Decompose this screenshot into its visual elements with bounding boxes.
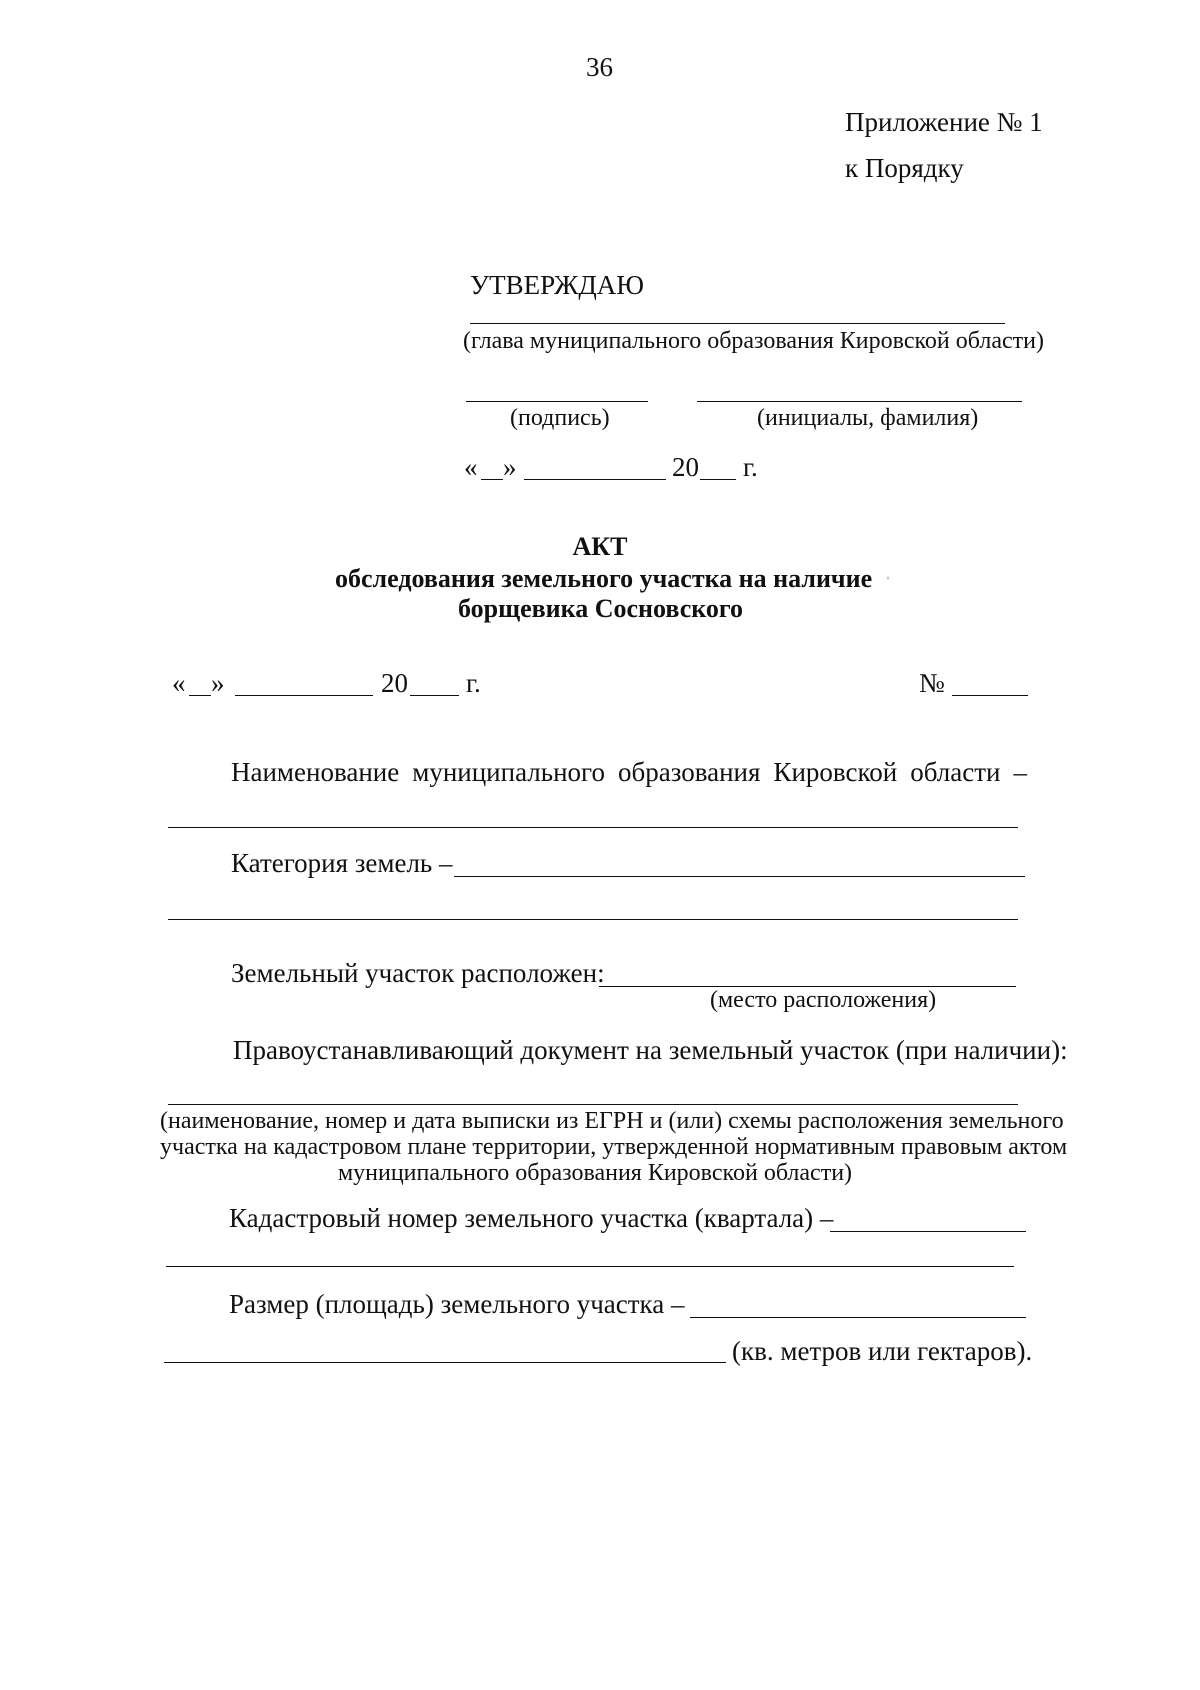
area-units: (кв. метров или гектаров). xyxy=(732,1336,1033,1366)
title-document-caption-3: муниципального образования Кировской области) xyxy=(337,1160,853,1186)
act-month-line xyxy=(235,695,373,696)
position-caption: (глава муниципального образования Кировской области) xyxy=(463,328,1044,354)
location-caption: (место расположения) xyxy=(710,987,937,1013)
page-number: 36 xyxy=(586,52,613,82)
act-year-prefix: 20 xyxy=(381,668,408,698)
act-year-suffix: г. xyxy=(466,668,481,698)
approval-date-open: « xyxy=(464,452,478,482)
area-line-2 xyxy=(164,1362,726,1363)
signature-caption: (подпись) xyxy=(510,405,610,431)
act-date-close: » xyxy=(211,668,225,698)
area-line xyxy=(690,1317,1026,1318)
location-label: Земельный участок расположен: xyxy=(231,958,605,988)
act-day-line xyxy=(189,695,211,696)
title-document-line xyxy=(168,1104,1018,1105)
act-number-label: № xyxy=(919,668,945,698)
cadastral-line xyxy=(830,1231,1026,1232)
name-line xyxy=(697,401,1022,402)
appendix-line-1: Приложение № 1 xyxy=(845,107,1043,137)
approval-year-line xyxy=(700,479,736,480)
land-category-label: Категория земель – xyxy=(231,848,453,878)
signature-line xyxy=(466,401,648,402)
approval-day-line xyxy=(481,479,503,480)
appendix-line-2: к Порядку xyxy=(845,153,964,183)
approval-date-close: » xyxy=(503,452,517,482)
approval-heading: УТВЕРЖДАЮ xyxy=(470,270,645,300)
title-document-label: Правоустанавливающий документ на земельный участок (при наличии): xyxy=(233,1035,1068,1065)
title-document-caption-1: (наименование, номер и дата выписки из ЕГРН и (или) схемы расположения земельного xyxy=(160,1108,1064,1134)
act-subtitle-line-1: обследования земельного участка на наличие xyxy=(335,564,873,593)
area-label: Размер (площадь) земельного участка – xyxy=(229,1289,685,1319)
act-number-line xyxy=(952,695,1028,696)
act-year-line xyxy=(410,695,459,696)
cadastral-line-2 xyxy=(166,1266,1014,1267)
land-category-line-2 xyxy=(168,919,1018,920)
name-caption: (инициалы, фамилия) xyxy=(757,405,979,431)
approval-month-line xyxy=(524,479,666,480)
municipality-label: Наименование муниципального образования Кировской области – xyxy=(231,757,1027,787)
land-category-line xyxy=(454,876,1025,877)
cadastral-label: Кадастровый номер земельного участка (квартала) – xyxy=(229,1203,834,1233)
act-date-open: « xyxy=(172,668,186,698)
scan-mark: · xyxy=(884,566,892,592)
municipality-line xyxy=(168,827,1018,828)
position-line xyxy=(470,323,1005,324)
title-document-caption-2: участка на кадастровом плане территории, утвержденной нормативным правовым актом xyxy=(160,1134,1068,1160)
act-subtitle-line-2: борщевика Сосновского xyxy=(458,594,744,623)
approval-year-prefix: 20 xyxy=(672,452,699,482)
act-title: АКТ xyxy=(572,532,628,561)
approval-year-suffix: г. xyxy=(743,452,758,482)
